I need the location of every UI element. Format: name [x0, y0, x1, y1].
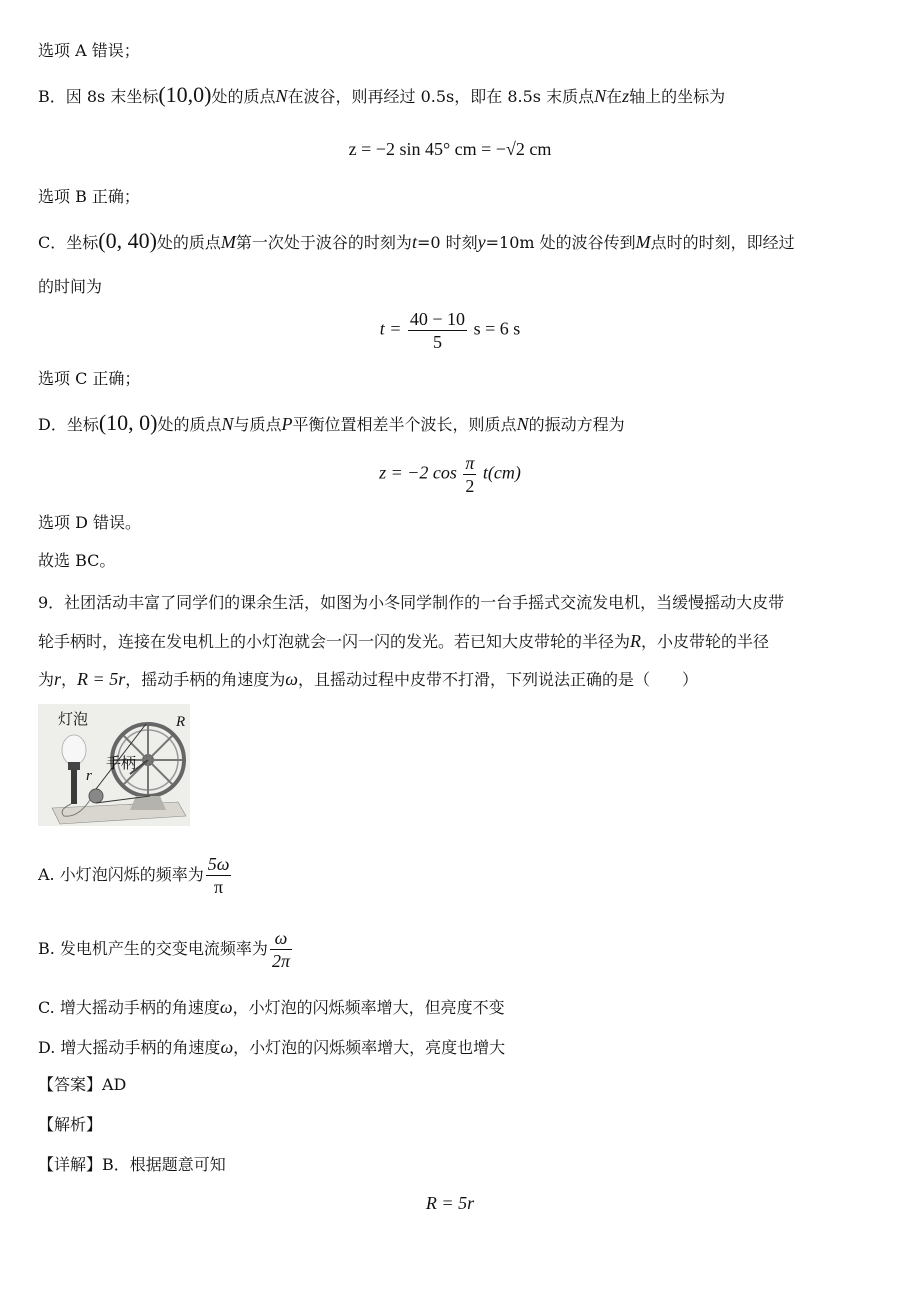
- d-formula-lhs: z = −2 cos: [379, 462, 457, 483]
- question9-line3-text-d: ，且摇动过程中皮带不打滑，下列说法正确的是（ ）: [297, 670, 698, 689]
- option-a-fraction: [206, 853, 232, 898]
- c-intro-text-6: 点时的时刻，即经过: [650, 233, 795, 252]
- option-c-text-1: C. 增大摇动手柄的角速度: [38, 998, 220, 1017]
- d-intro-coordinate: (10, 0): [98, 410, 158, 435]
- generator-figure: [38, 704, 190, 826]
- option-a: [38, 852, 233, 898]
- detail-text: 【详解】B．根据题意可知: [38, 1155, 226, 1174]
- figure-label-handle: 手柄: [106, 754, 137, 772]
- d-intro-text-5: 的振动方程为: [528, 415, 625, 434]
- b-intro-var-n2: N: [594, 86, 607, 106]
- b-intro-text-5: 轴上的坐标为: [629, 87, 726, 106]
- question9-line2-text-b: ，小皮带轮的半径: [641, 632, 770, 651]
- option-c-text-2: ，小灯泡的闪烁频率增大，但亮度不变: [232, 998, 505, 1017]
- c-intro-text-2: 处的质点: [156, 233, 221, 252]
- option-d-text-2: ，小灯泡的闪烁频率增大，亮度也增大: [233, 1038, 506, 1057]
- b-intro-text-3: 在波谷，则再经过 0.5s，即在 8.5s 末质点: [287, 87, 595, 106]
- question9-var-omega: ω: [285, 669, 298, 689]
- option-b-correct-text: 选项 B 正确；: [38, 187, 140, 206]
- c-formula-fraction: [408, 308, 467, 353]
- option-c-correct-text: 选项 C 正确；: [38, 369, 141, 388]
- d-formula: [0, 452, 900, 497]
- d-intro-var-p: P: [281, 414, 293, 434]
- d-formula-numerator: π: [465, 453, 475, 473]
- b-intro-var-n: N: [275, 86, 288, 106]
- c-intro-text-1: C．坐标: [38, 233, 99, 252]
- question9-var-r-big: R: [630, 631, 642, 651]
- figure-label-small-r: r: [86, 768, 92, 784]
- question9-relation: R = 5r: [77, 669, 126, 689]
- question9-line1: 9．社团活动丰富了同学们的课余生活，如图为小冬同学制作的一台手摇式交流发电机，当缓慢摇动大皮带: [38, 593, 785, 612]
- c-intro-text-4: =0 时刻: [416, 233, 478, 252]
- option-b-numerator: ω: [270, 927, 292, 950]
- option-c-omega: ω: [219, 997, 233, 1017]
- c-intro-var-m: M: [220, 232, 236, 252]
- c-intro-coordinate: (0, 40): [98, 228, 157, 253]
- option-d: [38, 1036, 505, 1059]
- d-formula-rhs: t(cm): [482, 462, 521, 483]
- c-formula-lhs: t =: [379, 318, 402, 339]
- option-a-wrong-text: 选项 A 错误；: [38, 41, 140, 60]
- c-intro-text-5: =10m 处的波谷传到: [485, 233, 636, 252]
- option-a-text: A. 小灯泡闪烁的频率为: [38, 865, 204, 884]
- option-b-text: B. 发电机产生的交变电流频率为: [38, 939, 268, 958]
- option-c: [38, 996, 505, 1019]
- analysis-heading: 【解析】: [38, 1115, 103, 1134]
- d-intro-text-1: D．坐标: [38, 415, 99, 434]
- option-b: [38, 926, 294, 972]
- c-intro-continuation: 的时间为: [38, 277, 103, 296]
- question9-line3-text-a: 为: [38, 670, 55, 689]
- answer-text: 【答案】AD: [38, 1075, 127, 1094]
- d-formula-fraction: [463, 452, 476, 497]
- c-intro-var-t: t: [411, 232, 417, 252]
- d-intro-line: [38, 412, 625, 436]
- d-intro-text-3: 与质点: [233, 415, 282, 434]
- option-a-denominator: π: [214, 877, 224, 897]
- b-intro-line: [38, 84, 725, 108]
- choose-bc-text: 故选 BC。: [38, 551, 116, 570]
- option-b-fraction: [270, 927, 292, 972]
- option-b-denominator: 2π: [271, 951, 290, 971]
- d-intro-var-n: N: [221, 414, 234, 434]
- d-intro-text-4: 平衡位置相差半个波长，则质点: [292, 415, 517, 434]
- c-formula-rhs: s = 6 s: [473, 318, 521, 339]
- b-intro-text-2: 处的质点: [211, 87, 276, 106]
- question9-var-r-small: r: [54, 669, 62, 689]
- c-formula-denominator: 5: [432, 332, 442, 352]
- question9-line3: [38, 668, 698, 691]
- question9-line2-text-a: 轮手柄时，连接在发电机上的小灯泡就会一闪一闪的发光。若已知大皮带轮的半径为: [38, 632, 631, 651]
- b-intro-coordinate: (10,0): [158, 82, 212, 107]
- c-intro-line: [38, 230, 795, 254]
- figure-label-bulb: 灯泡: [58, 710, 89, 728]
- d-intro-text-2: 处的质点: [157, 415, 222, 434]
- question9-line3-text-b: ，: [61, 670, 78, 689]
- b-intro-text-1: B．因 8s 末坐标: [38, 87, 159, 106]
- figure-label-big-r: R: [176, 714, 186, 730]
- b-intro-var-z: z: [622, 86, 630, 106]
- option-d-omega: ω: [220, 1037, 234, 1057]
- option-d-text-1: D. 增大摇动手柄的角速度: [38, 1038, 221, 1057]
- d-intro-var-n2: N: [516, 414, 529, 434]
- c-intro-var-m2: M: [635, 232, 651, 252]
- c-intro-var-y: y: [477, 232, 486, 252]
- option-d-wrong-text: 选项 D 错误。: [38, 513, 142, 532]
- c-formula: [0, 308, 900, 353]
- b-intro-text-4: 在: [606, 87, 623, 106]
- question9-line2: [38, 630, 769, 653]
- c-intro-text-3: 第一次处于波谷的时刻为: [235, 233, 412, 252]
- question9-line3-text-c: ，摇动手柄的角速度为: [125, 670, 286, 689]
- option-a-numerator: 5ω: [207, 854, 230, 874]
- final-equation: R = 5r: [425, 1193, 475, 1213]
- c-formula-numerator: 40 − 10: [409, 309, 466, 329]
- b-formula: z = −2 sin 45° cm = −√2 cm: [348, 139, 552, 159]
- d-formula-denominator: 2: [465, 476, 475, 496]
